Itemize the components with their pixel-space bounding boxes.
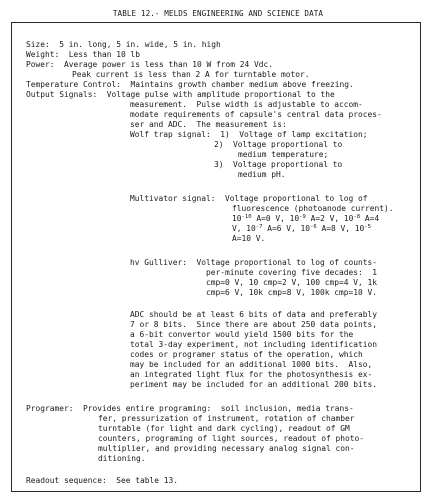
table-line: periment may be included for an additional 200 bits. xyxy=(130,380,378,389)
table-line: fluorescence (photoanode current). xyxy=(232,204,394,213)
table-line: A=10 V. xyxy=(232,234,266,243)
table-line: Size: 5 in. long, 5 in. wide, 5 in. high xyxy=(26,40,221,49)
table-line: counters, programing of light sources, readout of photo- xyxy=(98,434,365,443)
table-line: 7 or 8 bits. Since there are about 250 data points, xyxy=(130,320,378,329)
table-line: Programer: Provides entire programing: soil inclusion, media trans- xyxy=(26,404,354,413)
table-line: 3) Voltage proportional to xyxy=(214,160,343,169)
table-line: medium pH. xyxy=(238,170,286,179)
table-line: Weight: Less than 10 lb xyxy=(26,50,141,59)
table-line: cmp=0 V, 10 cmp=2 V, 100 cmp=4 V, 1k xyxy=(206,278,378,287)
table-line: may be included for an additional 1000 bits. Also, xyxy=(130,360,373,369)
table-line: medium temperature; xyxy=(238,150,329,159)
table-line: Temperature Control: Maintains growth chamber medium above freezing. xyxy=(26,80,354,89)
table-line: ditioning. xyxy=(98,454,146,463)
table-line: an integrated light flux for the photosynthesis ex- xyxy=(130,370,373,379)
table-line: multiplier, and providing necessary analog signal con- xyxy=(98,444,355,453)
table-line: ADC should be at least 6 bits of data and preferably xyxy=(130,310,378,319)
table-line: cmp=6 V, 10k cmp=8 V, 100k cmp=10 V. xyxy=(206,288,378,297)
table-line: total 3-day experiment, not including identification xyxy=(130,340,378,349)
table-line: Readout sequence: See table 13. xyxy=(26,476,179,485)
table-line: measurement. Pulse width is adjustable to accom- xyxy=(130,100,363,109)
table-line: hv Gulliver: Voltage proportional to log of counts- xyxy=(130,258,378,267)
table-line: $10^{-10}$ A=0 V, $10^{-9}$ A=2 V, $10^{-8}$ A=4 xyxy=(232,214,380,223)
table-line: 2) Voltage proportional to xyxy=(214,140,343,149)
table-line: Peak current is less than 2 A for turntable motor. xyxy=(72,70,310,79)
table-line: Multivator signal: Voltage proportional to log of xyxy=(130,194,368,203)
table-line: Output Signals: Voltage pulse with amplitude proportional to the xyxy=(26,90,335,99)
table-line: modate requirements of capsule's central data proces- xyxy=(130,110,382,119)
table-line: ser and ADC. The measurement is: xyxy=(130,120,287,129)
table-line: codes or programer status of the operation, which xyxy=(130,350,363,359)
table-line: V, $10^{-7}$ A=6 V, $10^{-6}$ A=8 V, $10^{-5}$ xyxy=(232,224,372,233)
table-line: a 6-bit convertor would yield 1500 bits for the xyxy=(130,330,354,339)
table-title: TABLE 12.- MELDS ENGINEERING AND SCIENCE DATA xyxy=(112,9,324,18)
table-line: Power: Average power is less than 10 W from 24 Vdc. xyxy=(26,60,274,69)
table-line: per-minute covering five decades: 1 xyxy=(206,268,378,277)
table-line: fer, pressurization of instrument, rotation of chamber xyxy=(98,414,355,423)
table-line: Wolf trap signal: 1) Voltage of lamp excitation; xyxy=(130,130,368,139)
table-line: turntable (for light and dark cycling), readout of GM xyxy=(98,424,350,433)
